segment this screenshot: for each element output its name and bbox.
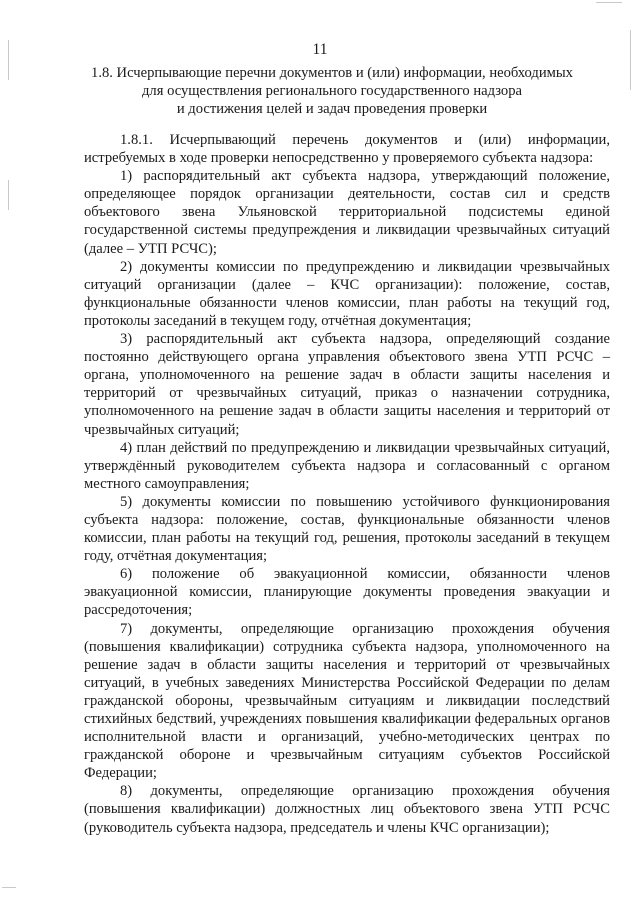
heading-line: 1.8. Исчерпывающие перечни документов и (или) информации, необходимых bbox=[91, 65, 573, 81]
list-item-4: 4) план действий по предупреждению и ликвидации чрезвычайных ситуаций, утверждённый руководителем субъекта надзора и согласованный с органом местного самоуправления; bbox=[84, 439, 610, 492]
scan-edge-mark bbox=[630, 30, 631, 90]
document-body bbox=[84, 131, 610, 837]
heading-line: для осуществления регионального государственного надзора bbox=[142, 83, 522, 99]
heading-line: и достижения целей и задач проведения проверки bbox=[176, 101, 488, 117]
list-item-6: 6) положение об эвакуационной комиссии, обязанности членов эвакуационной комиссии, планирующие документы проведения эвакуации и рассредоточения; bbox=[84, 566, 610, 619]
section-heading bbox=[80, 64, 584, 118]
list-item-1: 1) распорядительный акт субъекта надзора, утверждающий положение, определяющее порядок организации деятельности, состав сил и средств объектового звена Ульяновской территориальной подсистемы единой государственной системы предупреждения и ликвидации чрезвычайных ситуаций (далее – УТП РСЧС); bbox=[84, 168, 610, 257]
scan-edge-mark bbox=[2, 887, 16, 888]
list-item-2: 2) документы комиссии по предупреждению и ликвидации чрезвычайных ситуаций организации (далее – КЧС организации): положение, состав, функциональные обязанности членов комиссии, план работы на текущий год, протоколы заседаний в текущем году, отчётная документация; bbox=[84, 258, 610, 329]
paragraph-intro: 1.8.1. Исчерпывающий перечень документов и (или) информации, истребуемых в ходе проверки непосредственно у проверяемого субъекта надзора: bbox=[84, 132, 610, 167]
scan-edge-mark bbox=[8, 180, 9, 210]
list-item-8: 8) документы, определяющие организацию прохождения обучения (повышения квалификации) должностных лиц объектового звена УТП РСЧС (руководитель субъекта надзора, председатель и члены КЧС организации); bbox=[84, 783, 610, 836]
page-number: 11 bbox=[312, 41, 328, 58]
list-item-7: 7) документы, определяющие организацию прохождения обучения (повышения квалификации) сотрудника субъекта надзора, уполномоченного на решение задач в области защиты населения и территорий от чрезвычайных ситуаций, в учебных заведениях Министерства Российской Федерации по делам гражданской обороны, чрезвычайным ситуациям и ликвидации последствий стихийных бедствий, учреждениях повышения квалификации федеральных органов исполнительной власти и организаций, учебно-методических центрах по гражданской обороне и чрезвычайным ситуациям субъектов Российской Федерации; bbox=[84, 620, 610, 782]
list-item-3: 3) распорядительный акт субъекта надзора, определяющий создание постоянно действующего органа управления объектового звена УТП РСЧС – органа, уполномоченного на решение задач в области защиты населения и территорий от чрезвычайных ситуаций, приказ о назначении сотрудника, уполномоченного на решение задач в области защиты населения и территорий от чрезвычайных ситуаций; bbox=[84, 331, 610, 438]
scan-edge-mark bbox=[596, 2, 622, 3]
list-item-5: 5) документы комиссии по повышению устойчивого функционирования субъекта надзора: положение, состав, функциональные обязанности членов комиссии, план работы на текущий год, решения, протоколы заседаний в текущем году, отчётная документация; bbox=[84, 493, 610, 565]
